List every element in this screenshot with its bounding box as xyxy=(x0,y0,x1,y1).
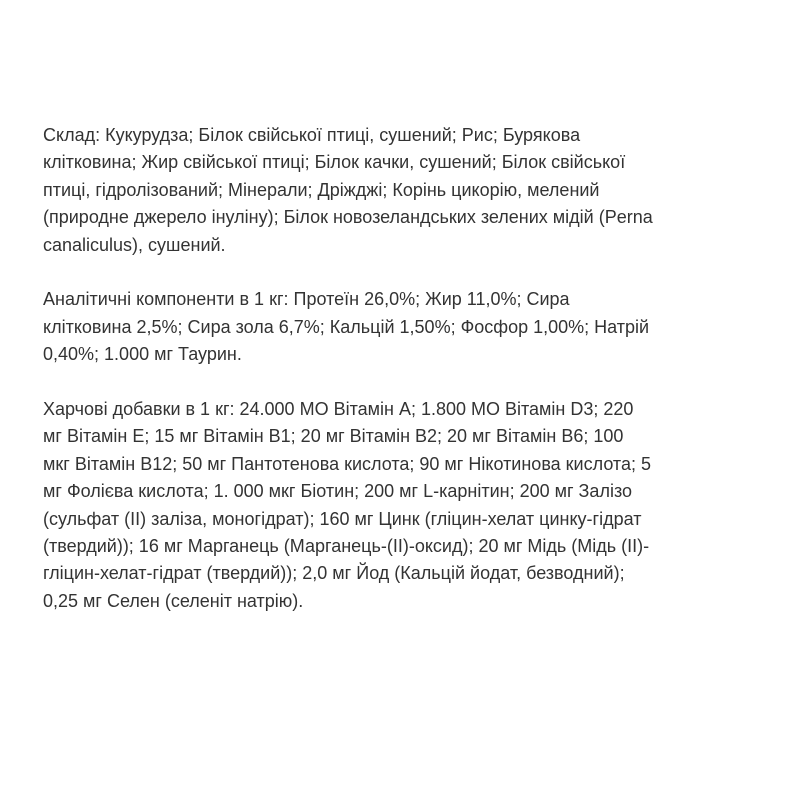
text-line: мг Вітамін Е; 15 мг Вітамін В1; 20 мг Вітамін В2; 20 мг Вітамін В6; 100 xyxy=(43,426,624,447)
analytical-components-paragraph xyxy=(43,286,763,368)
text-line: (сульфат (ІІ) заліза, моногідрат); 160 мг Цинк (гліцин-хелат цинку-гідрат xyxy=(43,508,642,529)
text-line: гліцин-хелат-гідрат (твердий)); 2,0 мг Йод (Кальцій йодат, безводний); xyxy=(43,563,625,584)
text-line: Аналітичні компоненти в 1 кг: Протеїн 26,0%; Жир 11,0%; Сира xyxy=(43,289,570,310)
text-line: 0,25 мг Селен (селеніт натрію). xyxy=(43,590,304,611)
text-line: клітковина 2,5%; Сира зола 6,7%; Кальцій 1,50%; Фосфор 1,00%; Натрій xyxy=(43,316,650,337)
text-line: canaliculus), сушений. xyxy=(43,234,226,255)
text-line: мг Фолієва кислота; 1. 000 мкг Біотин; 200 мг L-карнітин; 200 мг Залізо xyxy=(43,481,633,502)
text-line: (твердий)); 16 мг Марганець (Марганець-(ІІ)-оксид); 20 мг Мідь (Мідь (ІІ)- xyxy=(43,536,650,557)
text-line: 0,40%; 1.000 мг Таурин. xyxy=(43,344,242,365)
composition-paragraph xyxy=(43,122,763,259)
text-line: (природне джерело інуліну); Білок новозеландських зелених мідій (Perna xyxy=(43,207,653,228)
text-line: Харчові добавки в 1 кг: 24.000 МО Вітамін А; 1.800 МО Вітамін D3; 220 xyxy=(43,399,634,420)
document-body xyxy=(43,122,763,643)
text-line: Склад: Кукурудза; Білок свійської птиці, сушений; Рис; Бурякова xyxy=(43,125,581,145)
text-line: клітковина; Жир свійської птиці; Білок качки, сушений; Білок свійської xyxy=(43,152,626,173)
text-line: птиці, гідролізований; Мінерали; Дріжджі; Корінь цикорію, мелений xyxy=(43,179,600,200)
text-line: мкг Вітамін В12; 50 мг Пантотенова кислота; 90 мг Нікотинова кислота; 5 xyxy=(43,453,652,474)
additives-paragraph xyxy=(43,396,763,615)
